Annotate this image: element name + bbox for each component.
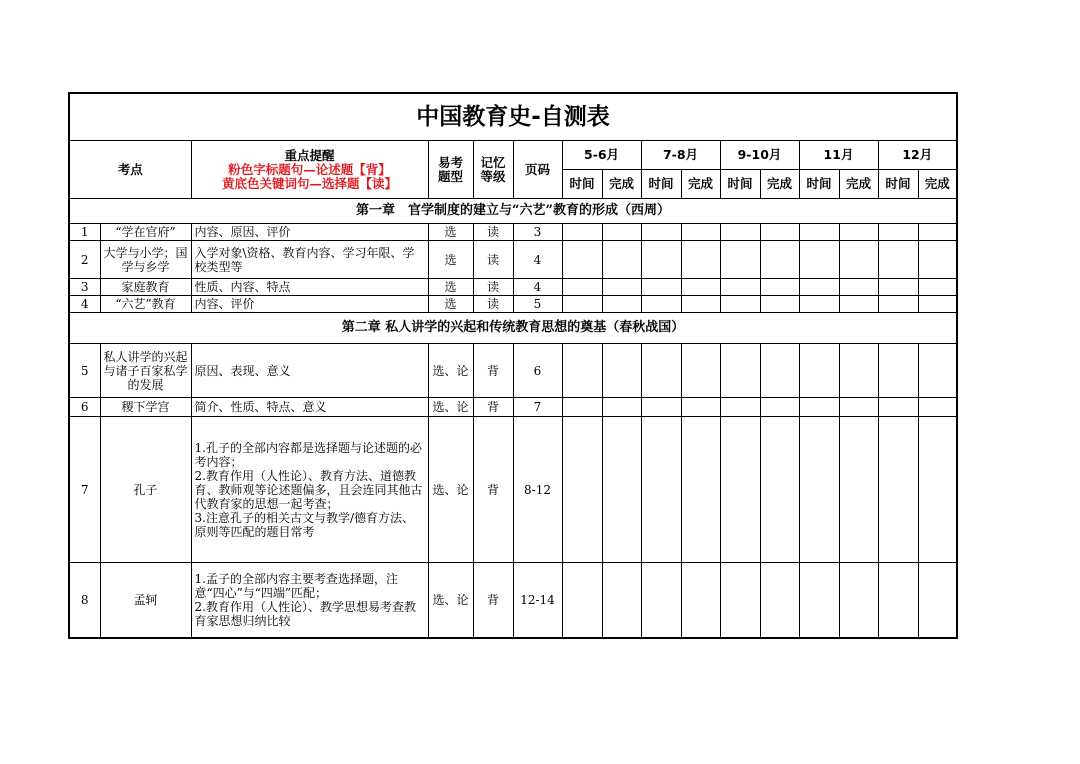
header-done: 完成 — [760, 170, 799, 199]
chapter-2-title: 第二章 私人讲学的兴起和传统教育思想的奠基（春秋战国） — [69, 313, 957, 344]
row-page: 4 — [513, 279, 562, 296]
done-cell[interactable] — [918, 344, 957, 398]
time-cell[interactable] — [720, 417, 760, 563]
time-cell[interactable] — [562, 296, 602, 313]
done-cell[interactable] — [839, 563, 878, 638]
row-topic: 孟轲 — [100, 563, 191, 638]
done-cell[interactable] — [602, 398, 641, 417]
done-cell[interactable] — [602, 279, 641, 296]
done-cell[interactable] — [839, 224, 878, 241]
time-cell[interactable] — [562, 279, 602, 296]
time-cell[interactable] — [720, 241, 760, 279]
header-month-4: 12月 — [878, 141, 957, 170]
desc-line: 2.教育作用（人性论）、教育方法、道德教育、教师观等论述题偏多，且会连同其他古代教育家的思想一起考查； — [194, 468, 423, 511]
row-desc — [191, 563, 428, 638]
row-page: 3 — [513, 224, 562, 241]
time-cell[interactable] — [799, 417, 839, 563]
done-cell[interactable] — [681, 398, 720, 417]
row-number: 3 — [69, 279, 100, 296]
row-desc: 原因、表现、意义 — [191, 344, 428, 398]
header-memory-l2: 等级 — [480, 168, 506, 184]
row-topic: 家庭教育 — [100, 279, 191, 296]
header-time: 时间 — [562, 170, 602, 199]
time-cell[interactable] — [799, 398, 839, 417]
row-topic: “六艺”教育 — [100, 296, 191, 313]
focus-title: 重点提醒 — [284, 147, 335, 163]
time-cell[interactable] — [878, 241, 918, 279]
table-row — [69, 398, 957, 417]
done-cell[interactable] — [602, 224, 641, 241]
done-cell[interactable] — [602, 563, 641, 638]
time-cell[interactable] — [641, 417, 681, 563]
done-cell[interactable] — [760, 344, 799, 398]
table-row — [69, 224, 957, 241]
row-desc — [191, 417, 428, 563]
done-cell[interactable] — [760, 279, 799, 296]
time-cell[interactable] — [799, 241, 839, 279]
self-test-table — [68, 92, 958, 639]
time-cell[interactable] — [878, 279, 918, 296]
done-cell[interactable] — [918, 241, 957, 279]
desc-line: 1.孟子的全部内容主要考查选择题，注意“四心”与“四端”匹配； — [194, 571, 398, 600]
done-cell[interactable] — [760, 224, 799, 241]
row-level: 读 — [473, 296, 513, 313]
row-number: 7 — [69, 417, 100, 563]
row-topic: 大学与小学；国学与乡学 — [100, 241, 191, 279]
time-cell[interactable] — [878, 398, 918, 417]
done-cell[interactable] — [918, 296, 957, 313]
time-cell[interactable] — [720, 563, 760, 638]
done-cell[interactable] — [760, 417, 799, 563]
row-page: 8-12 — [513, 417, 562, 563]
time-cell[interactable] — [641, 344, 681, 398]
header-page: 页码 — [513, 141, 562, 199]
done-cell[interactable] — [760, 398, 799, 417]
done-cell[interactable] — [681, 296, 720, 313]
row-topic: 私人讲学的兴起与诸子百家私学的发展 — [100, 344, 191, 398]
done-cell[interactable] — [681, 563, 720, 638]
time-cell[interactable] — [878, 344, 918, 398]
time-cell[interactable] — [878, 224, 918, 241]
done-cell[interactable] — [681, 344, 720, 398]
time-cell[interactable] — [641, 241, 681, 279]
desc-line: 1.孔子的全部内容都是选择题与论述题的必考内容； — [194, 440, 422, 469]
row-topic: “学在官府” — [100, 224, 191, 241]
time-cell[interactable] — [878, 417, 918, 563]
time-cell[interactable] — [562, 241, 602, 279]
row-number: 2 — [69, 241, 100, 279]
time-cell[interactable] — [720, 279, 760, 296]
row-qtype: 选、论 — [428, 417, 473, 563]
header-time: 时间 — [720, 170, 760, 199]
row-page: 12-14 — [513, 563, 562, 638]
row-number: 8 — [69, 563, 100, 638]
done-cell[interactable] — [602, 417, 641, 563]
time-cell[interactable] — [562, 563, 602, 638]
row-number: 4 — [69, 296, 100, 313]
time-cell[interactable] — [641, 224, 681, 241]
row-level: 背 — [473, 417, 513, 563]
time-cell[interactable] — [641, 398, 681, 417]
done-cell[interactable] — [918, 563, 957, 638]
done-cell[interactable] — [602, 296, 641, 313]
row-topic: 孔子 — [100, 417, 191, 563]
time-cell[interactable] — [799, 224, 839, 241]
table-row — [69, 344, 957, 398]
done-cell[interactable] — [839, 241, 878, 279]
time-cell[interactable] — [720, 224, 760, 241]
time-cell[interactable] — [641, 563, 681, 638]
row-qtype: 选 — [428, 296, 473, 313]
row-number: 1 — [69, 224, 100, 241]
time-cell[interactable] — [641, 279, 681, 296]
page-title: 中国教育史-自测表 — [69, 93, 957, 141]
row-level: 背 — [473, 344, 513, 398]
row-page: 7 — [513, 398, 562, 417]
row-level: 读 — [473, 241, 513, 279]
time-cell[interactable] — [878, 296, 918, 313]
time-cell[interactable] — [562, 224, 602, 241]
row-desc: 入学对象\资格、教育内容、学习年限、学校类型等 — [191, 241, 428, 279]
time-cell[interactable] — [562, 344, 602, 398]
header-done: 完成 — [918, 170, 957, 199]
table-row — [69, 241, 957, 279]
time-cell[interactable] — [799, 279, 839, 296]
done-cell[interactable] — [839, 279, 878, 296]
done-cell[interactable] — [839, 417, 878, 563]
done-cell[interactable] — [918, 279, 957, 296]
row-page: 6 — [513, 344, 562, 398]
done-cell[interactable] — [681, 417, 720, 563]
header-done: 完成 — [681, 170, 720, 199]
row-level: 背 — [473, 398, 513, 417]
done-cell[interactable] — [918, 398, 957, 417]
header-month-2: 9-10月 — [720, 141, 799, 170]
header-time: 时间 — [878, 170, 918, 199]
row-desc: 内容、评价 — [191, 296, 428, 313]
header-time: 时间 — [641, 170, 681, 199]
header-month-1: 7-8月 — [641, 141, 720, 170]
chapter-1-title: 第一章 官学制度的建立与“六艺”教育的形成（西周） — [69, 199, 957, 224]
header-month-0: 5-6月 — [562, 141, 641, 170]
done-cell[interactable] — [839, 398, 878, 417]
done-cell[interactable] — [760, 296, 799, 313]
time-cell[interactable] — [799, 563, 839, 638]
table-row — [69, 296, 957, 313]
done-cell[interactable] — [760, 563, 799, 638]
time-cell[interactable] — [878, 563, 918, 638]
done-cell[interactable] — [602, 344, 641, 398]
header-time: 时间 — [799, 170, 839, 199]
time-cell[interactable] — [641, 296, 681, 313]
done-cell[interactable] — [681, 224, 720, 241]
row-level: 读 — [473, 224, 513, 241]
time-cell[interactable] — [720, 398, 760, 417]
done-cell[interactable] — [681, 279, 720, 296]
time-cell[interactable] — [720, 296, 760, 313]
row-desc: 内容、原因、评价 — [191, 224, 428, 241]
header-memory-l1: 记忆 — [480, 154, 506, 170]
done-cell[interactable] — [918, 224, 957, 241]
table-row — [69, 417, 957, 563]
row-number: 5 — [69, 344, 100, 398]
row-desc: 简介、性质、特点、意义 — [191, 398, 428, 417]
focus-line-1: 粉色字标题句—论述题【背】 — [228, 161, 391, 177]
done-cell[interactable] — [681, 241, 720, 279]
table-row — [69, 279, 957, 296]
header-month-3: 11月 — [799, 141, 878, 170]
done-cell[interactable] — [918, 417, 957, 563]
time-cell[interactable] — [799, 296, 839, 313]
done-cell[interactable] — [839, 344, 878, 398]
header-done: 完成 — [602, 170, 641, 199]
row-qtype: 选 — [428, 279, 473, 296]
row-desc: 性质、内容、特点 — [191, 279, 428, 296]
done-cell[interactable] — [602, 241, 641, 279]
header-done: 完成 — [839, 170, 878, 199]
header-qtype-l1: 易考 — [437, 154, 463, 170]
desc-line: 3.注意孔子的相关古文与教学/德育方法、原则等匹配的题目常考 — [194, 510, 414, 539]
row-page: 4 — [513, 241, 562, 279]
header-memory — [473, 141, 513, 199]
focus-line-2: 黄底色关键词句—选择题【读】 — [221, 175, 397, 191]
row-qtype: 选、论 — [428, 398, 473, 417]
row-qtype: 选 — [428, 241, 473, 279]
header-focus — [191, 141, 428, 199]
row-qtype: 选、论 — [428, 344, 473, 398]
table-row — [69, 563, 957, 638]
row-qtype: 选 — [428, 224, 473, 241]
header-qtype-l2: 题型 — [437, 168, 463, 184]
time-cell[interactable] — [562, 417, 602, 563]
time-cell[interactable] — [562, 398, 602, 417]
row-qtype: 选、论 — [428, 563, 473, 638]
row-number: 6 — [69, 398, 100, 417]
desc-line: 2.教育作用（人性论）、教学思想易考查教育家思想归纳比较 — [194, 599, 416, 628]
header-kaodian: 考点 — [69, 141, 191, 199]
time-cell[interactable] — [720, 344, 760, 398]
done-cell[interactable] — [760, 241, 799, 279]
header-qtype — [428, 141, 473, 199]
row-level: 读 — [473, 279, 513, 296]
done-cell[interactable] — [839, 296, 878, 313]
row-topic: 稷下学宫 — [100, 398, 191, 417]
row-level: 背 — [473, 563, 513, 638]
time-cell[interactable] — [799, 344, 839, 398]
row-page: 5 — [513, 296, 562, 313]
